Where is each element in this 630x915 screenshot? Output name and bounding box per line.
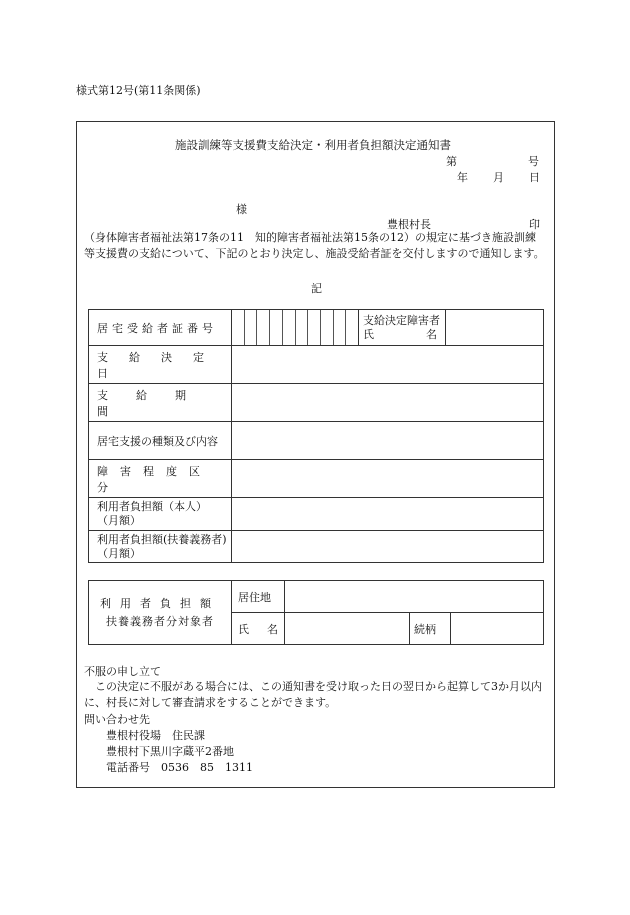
inquiry-heading: 問い合わせ先	[84, 713, 150, 726]
recipient-label-cell	[359, 310, 446, 346]
guardian-table	[88, 580, 544, 645]
date-month: 月	[493, 171, 504, 184]
decision-period-value[interactable]	[232, 384, 544, 422]
relation-label: 続柄	[410, 613, 451, 645]
self-burden-value[interactable]	[232, 498, 544, 531]
decision-date-value[interactable]	[232, 346, 544, 384]
date-year: 年	[457, 171, 468, 184]
number-dai: 第	[446, 155, 457, 168]
recipient-name-value[interactable]	[446, 310, 544, 346]
ki-mark: 記	[311, 282, 322, 295]
date-day: 日	[529, 171, 540, 184]
guardian-burden-value[interactable]	[232, 531, 544, 563]
row-label: 利用者負担額(扶養義務者) （月額）	[89, 531, 232, 563]
recipient-label-mei: 名	[426, 327, 437, 341]
row-label: 障害程度区分	[89, 460, 232, 498]
addressee-suffix: 様	[236, 203, 247, 216]
recipient-label-shi: 氏	[363, 327, 374, 341]
decision-table	[88, 309, 544, 563]
disability-level-value[interactable]	[232, 460, 544, 498]
name-label: 氏 名	[232, 613, 285, 645]
guardian-name-value[interactable]	[285, 613, 410, 645]
notice-title: 施設訓練等支援費支給決定・利用者負担額決定通知書	[175, 138, 451, 152]
guardian-label-1: 利用者負担額	[100, 596, 220, 610]
row-label: 支給決定日	[89, 346, 232, 384]
inquiry-office: 豊根村役場 住民課	[106, 729, 205, 742]
service-type-value[interactable]	[232, 422, 544, 460]
row-label: 支給期間	[89, 384, 232, 422]
certificate-number-boxes[interactable]	[232, 310, 359, 346]
recipient-label-1: 支給決定障害者	[363, 313, 440, 327]
address-label: 居住地	[232, 581, 285, 613]
objection-heading: 不服の申し立て	[84, 665, 161, 678]
objection-text: この決定に不服がある場合には、この通知書を受け取った日の翌日から起算して3か月以内に、村長に対して審査請求をすることができます。	[84, 680, 542, 709]
intro-text: （身体障害者福祉法第17条の11 知的障害者福祉法第15条の12）の規定に基づき施設訓練等支援費の支給について、下記のとおり決定し、施設受給者証を交付しますので通知します。	[84, 231, 545, 260]
row-label: 居宅受給者証番号	[89, 310, 232, 346]
form-number: 様式第12号(第11条関係)	[76, 84, 201, 97]
inquiry-phone: 電話番号 0536 85 1311	[106, 761, 253, 774]
row-label: 利用者負担額（本人） （月額）	[89, 498, 232, 531]
row-label: 居宅支援の種類及び内容	[89, 422, 232, 460]
guardian-label-2: 扶養義務者分対象者	[106, 614, 214, 628]
address-value[interactable]	[285, 581, 544, 613]
number-go: 号	[528, 155, 539, 168]
issuer-seal: 印	[529, 218, 540, 231]
inquiry-address: 豊根村下黒川字蔵平2番地	[106, 745, 234, 758]
relation-value[interactable]	[451, 613, 544, 645]
guardian-label-cell	[89, 581, 232, 645]
issuer-name: 豊根村長	[387, 218, 431, 231]
